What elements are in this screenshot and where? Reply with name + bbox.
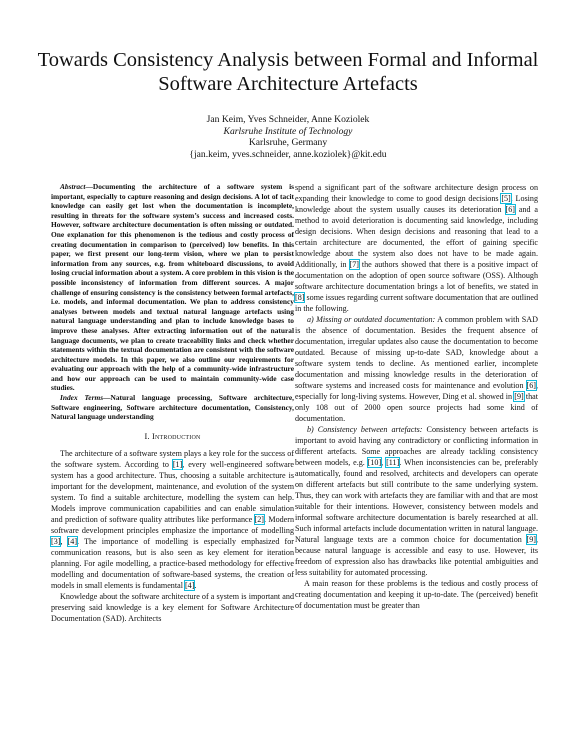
subsection-missing-docs: a) Missing or outdated documentation: A common problem with SAD is the absence of documentation. Besides the frequent absence of documentation, irregular updates also cause the documentation to become outdated. Because of missing up-to-date SAD, knowledge about a software system tends to decline. As mentioned earlier, incomplete documentation and missing knowledge results in the deterioration of software systems and increased costs for maintenance and evolution [6], especially for long-living systems. However, Ding et al. showed in [9] that only 108 out of 2000 open source projects had some kind of documentation. [295,315,538,423]
citation-link[interactable]: [5] [501,194,511,203]
citation-link[interactable]: [2] [254,514,264,524]
location: Karlsruhe, Germany [248,137,328,149]
citation-link[interactable]: [4] [67,536,78,546]
subsection-label: b) Consistency between artefacts: [307,425,423,434]
subsection-consistency: b) Consistency between artefacts: Consistency between artefacts is important to avoid having any contradictory or conflicting information in different artefacts. Some approaches are already tackling consistency between models, e.g. [10], [11]. When inconsistencies can be, preferably automatically, found and resolved, architects and developers can operate on different artefacts but still contribute to the same underlying system. Thus, they can work with artefacts they are familiar with and that are most suitable for their intentions. However, consistency between models and informal software architecture documentation is barely researched at all. Such informal artefacts include documentation written in natural language. Natural language texts are a common choice for documentation [9], because natural language is accessible and easy to use. However, its freedom of expression also has drawbacks like potential ambiguities and less suitability for automated processing. [295,425,539,577]
citation-link[interactable]: [6] [505,205,515,214]
citation-link[interactable]: [8] [295,293,305,302]
citation-link[interactable]: [11] [386,458,400,467]
email: {jan.keim, yves.schneider, anne.koziolek}@kit.edu [189,148,387,160]
citation-link[interactable]: [4] [184,580,195,590]
paragraph-intro-3: spend a significant part of the software architecture design process on expanding their knowledge to come to good design decisions [5]. Losing knowledge about the system usually causes its deterioration [6] and a method to avoid deterioration is documenting said knowledge, including design decisions. When design decisions and reasoning that lead to a certain architecture are documented, the effort of gaining specific knowledge about the system also does not have to be made again. Additionally, in [7] the authors showed that there is a positive impact of documentation on the adoption of open source software (OSS). Although software architecture documentation brings a lot of benefits, we stated in [8] some issues regarding current software documentation that are outlined in the following. [295,183,538,313]
index-terms-label: Index Terms [60,393,104,403]
author-names: Jan Keim, Yves Schneider, Anne Koziolek [206,114,370,125]
author-block [30,114,546,160]
left-column [51,182,294,624]
index-terms-text: —Natural language processing, Software architecture, Software engineering, Software architecture documentation, Consistency, Natural language understanding [51,393,294,422]
citation-link[interactable]: [9] [526,535,536,544]
paragraph-intro-1: The architecture of a software system plays a key role for the success of the software system. According to [1], every well-engineered software system has a good architecture. Thus, choosing a suitable architecture is important for the development, maintenance, and evolution of the system system. To find a suitable architecture, modelling the system can help. Models improve communication capabilities and can enable simulation and prediction of software quality attributes like performance [2]. Modern software development principles emphasize the importance of modelling [3], [4]. The importance of modelling is especially emphasized for communication reasons, but is also seen as key element for iteration planning. For agile modelling, a practice-based methodology for effective modelling and documentation of software-based systems, the creation of models in small elements is fundamental [4]. [51,448,295,590]
citation-link[interactable]: [9] [514,392,524,401]
paragraph-intro-2: Knowledge about the software architecture of a system is important and preserving said knowledge is a key element for Software Architecture Documentation (SAD). Architects [51,591,294,623]
index-terms [51,393,294,422]
paper-title: Towards Consistency Analysis between Formal and Informal Software Architecture Artefacts [37,49,539,95]
citation-link[interactable]: [3] [51,536,61,546]
affiliation: Karlsruhe Institute of Technology [223,125,353,137]
abstract [51,182,294,393]
citation-link[interactable]: [10] [367,458,382,467]
right-column [295,182,538,611]
abstract-text: —Documenting the architecture of a software system is important, especially to capture reasoning and design decisions. A lot of tacit knowledge can easily get lost when the documentation is incomplete, resulting in threats for the software system’s success and increased costs. However, software architecture documentation is often missing or outdated. One explanation for this phenomenon is the tedious and costly process of creating documentation in comparison to (perceived) low benefits. In this paper, we first present our long-term vision, where we plan to persist information from any sources, e.g. from whiteboard discussions, to avoid losing crucial information about a system. A core problem in this vision is the possible inconsistency of information from different sources. A major challenge of ensuring consistency is the consistency between formal artefacts, i.e. models, and informal documentation. We plan to address consistency analyses between models and textual natural language artefacts using natural language understanding and plan to include knowledge bases to improve these analyses. After extracting information out of the natural language documents, we plan to create traceability links and check whether statements within the textual documentation are consistent with the software architecture models. In this paper, we also outline our requirements for evaluating our approach with the help of a community-wide infrastructure and how our approach can be used to maintain community-wide case studies. [51,182,294,393]
abstract-label: Abstract [60,182,86,191]
citation-link[interactable]: [1] [172,459,183,469]
citation-link[interactable]: [7] [349,260,359,269]
paragraph-intro-4: A main reason for these problems is the tedious and costly process of creating documentation and keeping it up-to-date. The (perceived) benefit of documentation must be greater than [295,579,538,610]
citation-link[interactable]: [6] [526,381,536,390]
section-heading: I. Introduction [144,431,201,441]
subsection-label: a) Missing or outdated documentation: [307,315,436,324]
